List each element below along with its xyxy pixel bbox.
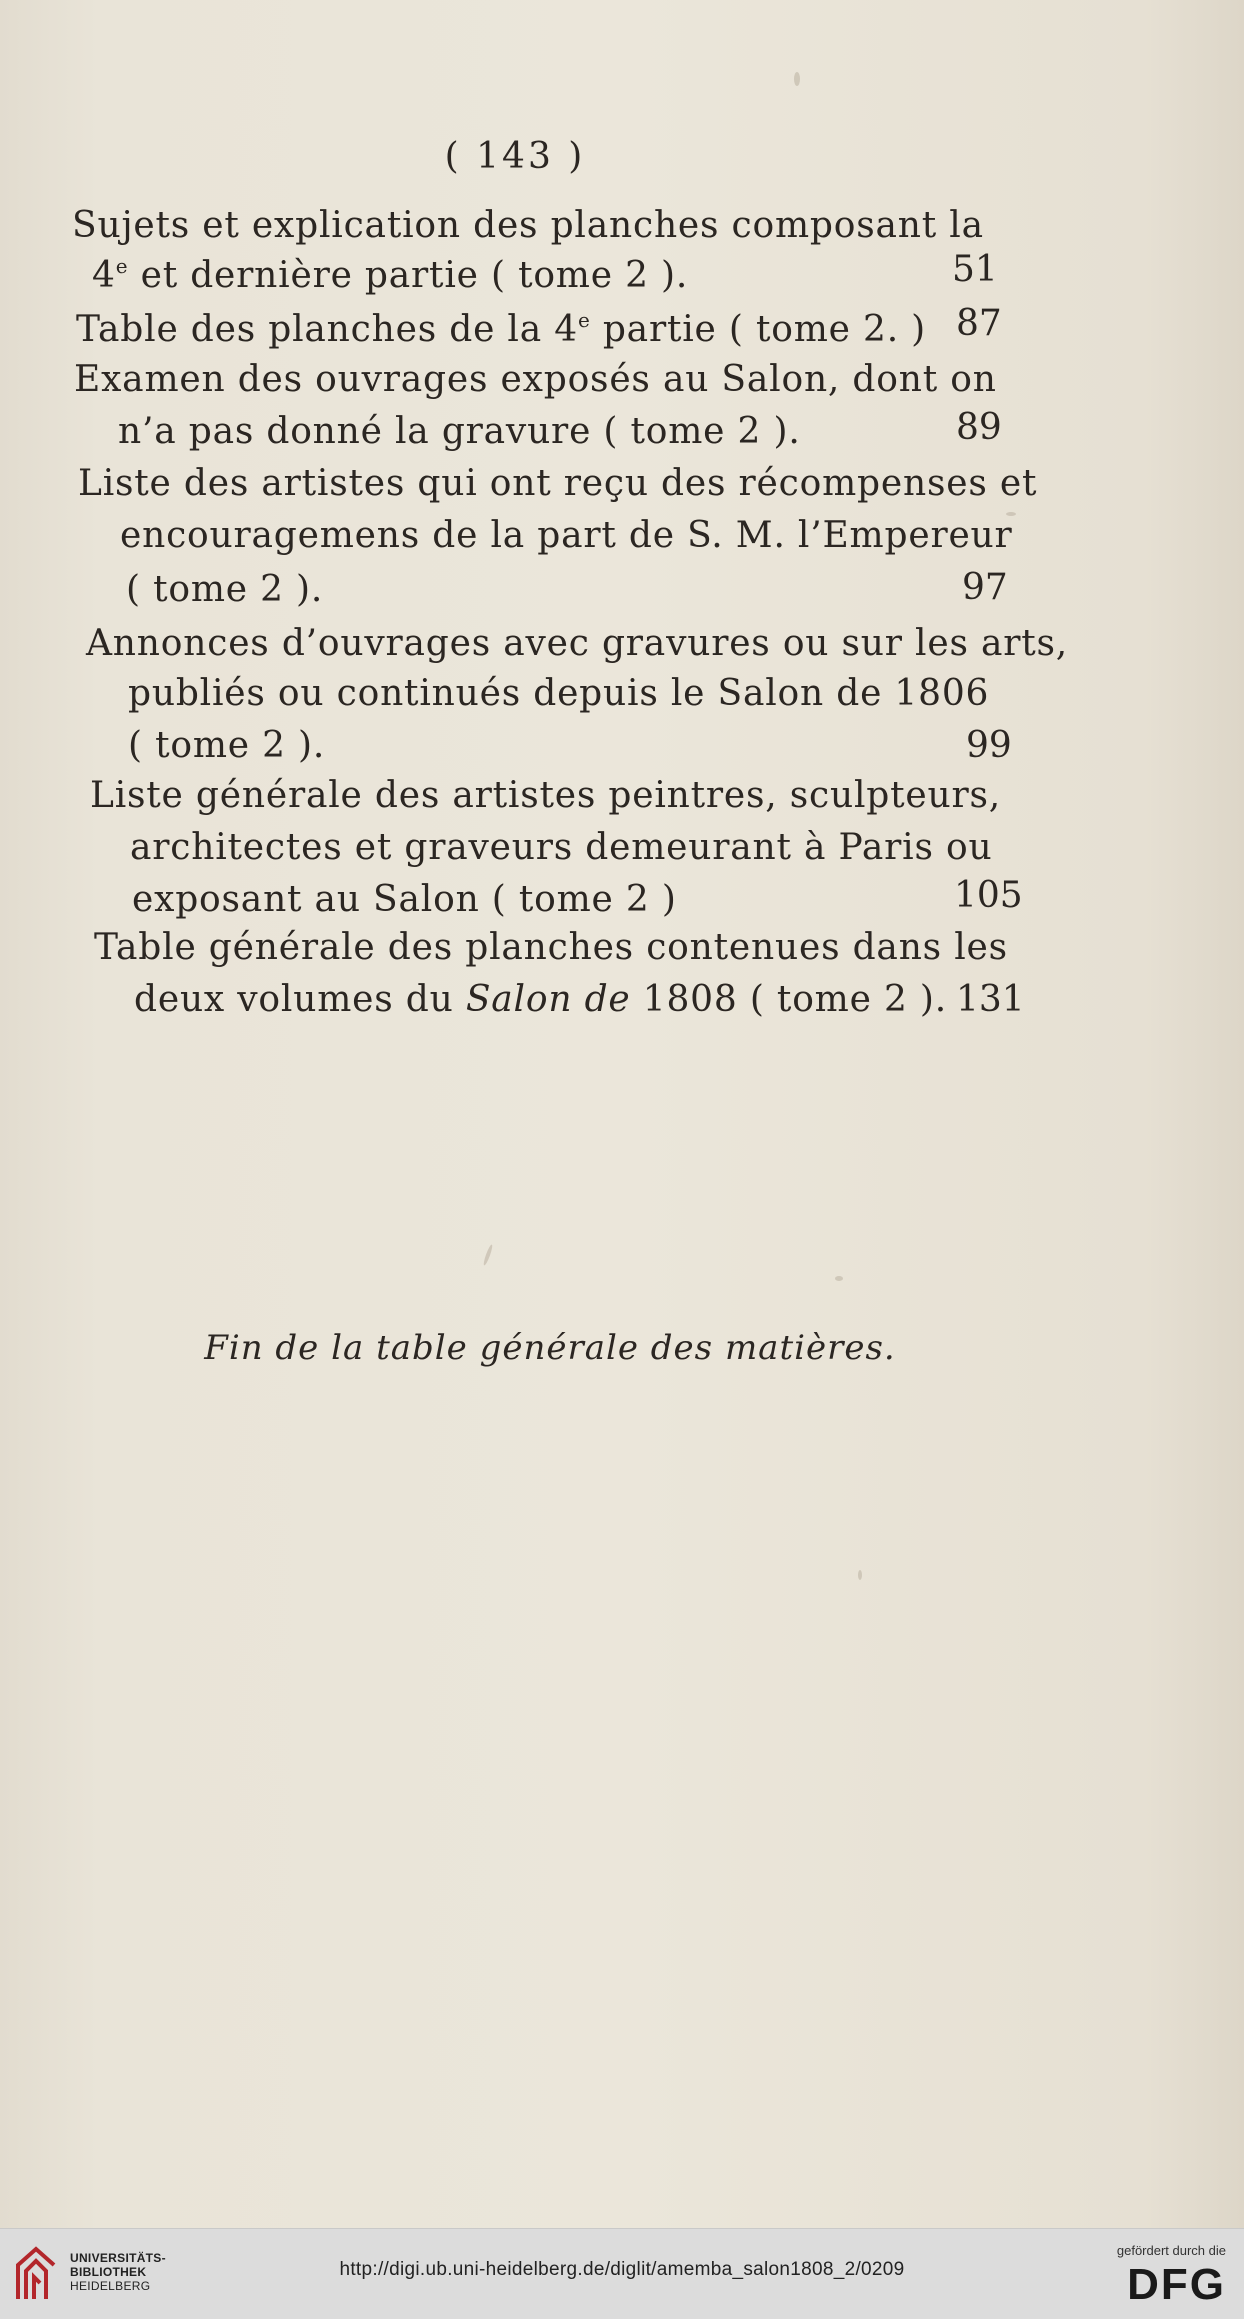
library-name-line: UNIVERSITÄTS- — [70, 2251, 166, 2265]
paper-blemish — [482, 1244, 493, 1266]
page-ref: 51 — [952, 249, 998, 290]
entry-line: Sujets et explication des planches composant la — [72, 205, 984, 246]
funded-by-label: gefördert durch die — [1116, 2243, 1226, 2258]
entry-line: Table des planches de la 4e partie ( tome 2. ) — [76, 308, 927, 350]
page-ref: 87 — [956, 303, 1002, 344]
permalink-url[interactable]: http://digi.ub.uni-heidelberg.de/diglit/amemba_salon1808_2/0209 — [339, 2259, 905, 2280]
entry-line: exposant au Salon ( tome 2 ) — [132, 879, 677, 920]
dfg-logo: DFG — [1127, 2260, 1226, 2309]
entry-line: Liste générale des artistes peintres, sculpteurs, — [90, 775, 1002, 816]
entry-line: 4e et dernière partie ( tome 2 ). — [92, 254, 689, 296]
page-ref: 105 — [954, 875, 1023, 916]
page-ref: 89 — [956, 407, 1002, 448]
paper-blemish — [835, 1276, 843, 1281]
entry-line: Examen des ouvrages exposés au Salon, dont on — [74, 359, 997, 400]
entry-line: n’a pas donné la gravure ( tome 2 ). — [118, 411, 801, 452]
entry-line: ( tome 2 ). — [126, 569, 324, 610]
entry-line: Table générale des planches contenues dans les — [94, 927, 1008, 968]
page-ref: 131 — [956, 979, 1025, 1020]
entry-line: architectes et graveurs demeurant à Paris ou — [130, 827, 993, 868]
entry-line: encouragemens de la part de S. M. l’Empereur — [120, 515, 1013, 556]
page-ref: 99 — [966, 725, 1012, 766]
page-ref: 97 — [962, 567, 1008, 608]
paper-blemish — [858, 1570, 862, 1580]
library-name-line: BIBLIOTHEK — [70, 2265, 147, 2279]
footer-bar — [0, 2228, 1244, 2319]
entry-line: ( tome 2 ). — [128, 725, 326, 766]
entry-line: Annonces d’ouvrages avec gravures ou sur les arts, — [86, 623, 1069, 664]
entry-line: publiés ou continués depuis le Salon de 1806 — [128, 673, 990, 714]
entry-line: Liste des artistes qui ont reçu des récompenses et — [78, 463, 1038, 504]
end-note: Fin de la table générale des matières. — [204, 1328, 896, 1368]
library-name-line: HEIDELBERG — [70, 2279, 151, 2293]
paper-blemish — [794, 72, 800, 86]
page-number: ( 143 ) — [444, 136, 586, 177]
entry-line: deux volumes du Salon de 1808 ( tome 2 ). — [134, 979, 947, 1020]
